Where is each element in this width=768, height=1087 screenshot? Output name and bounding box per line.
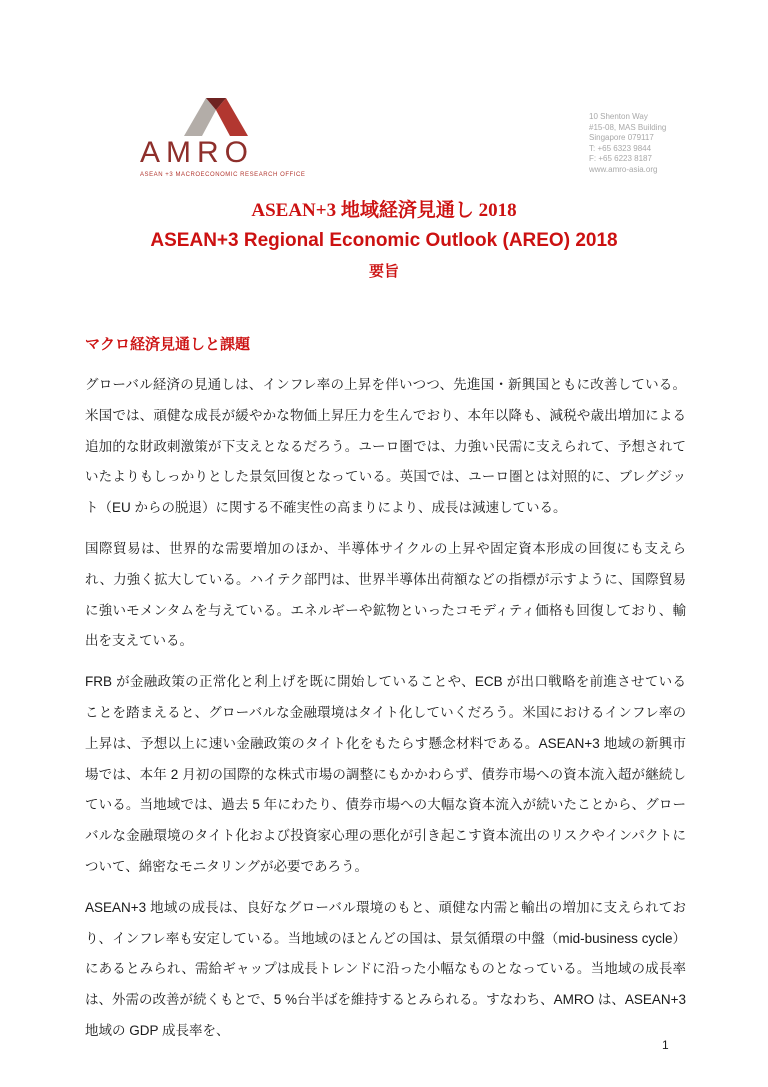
amro-chevron-icon xyxy=(182,98,250,136)
title-subtitle: 要旨 xyxy=(368,263,399,280)
body-paragraph: 国際貿易は、世界的な需要増加のほか、半導体サイクルの上昇や固定資本形成の回復にも支えられ、力強く拡大している。ハイテク部門は、世界半導体出荷額などの指標が示すように、国際貿易に強いモメンタムを与えている。エネルギーや鉱物といったコモディティ価格も回復しており、輸出を支えている。 xyxy=(85,540,686,649)
title-english: ASEAN+3 Regional Economic Outlook (AREO) 2018 xyxy=(150,230,618,251)
page-number: 1 xyxy=(662,1038,669,1052)
logo-tagline: ASEAN +3 MACROECONOMIC RESEARCH OFFICE xyxy=(140,172,306,178)
address-line: F: +65 6223 8187 xyxy=(589,154,652,163)
address-line: T: +65 6323 9844 xyxy=(589,143,652,153)
letterhead-address xyxy=(589,112,666,175)
document-title-block xyxy=(0,198,768,287)
logo-wordmark: AMRO xyxy=(140,136,254,169)
section-heading: マクロ経済見通しと課題 xyxy=(85,336,251,353)
title-japanese: ASEAN+3 地域経済見通し 2018 xyxy=(251,200,517,221)
body-paragraph: グローバル経済の見通しは、インフレ率の上昇を伴いつつ、先進国・新興国ともに改善している。米国では、頑健な成長が緩やかな物価上昇圧力を生んでおり、本年以降も、減税や歳出増加による追加的な財政刺激策が下支えとなるだろう。ユーロ圏では、力強い民需に支えられて、予想されていたよりもしっかりとした景気回復となっている。英国では、ユーロ圏とは対照的に、ブレグジット（EU からの脱退）に関する不確実性の高まりにより、成長は減速している。 xyxy=(85,377,686,516)
address-line: #15-08, MAS Building xyxy=(589,122,667,132)
address-line: Singapore 079117 xyxy=(589,133,654,142)
amro-logo xyxy=(140,98,310,178)
address-website: www.amro-asia.org xyxy=(589,164,658,174)
body-text xyxy=(85,370,686,1057)
body-paragraph: ASEAN+3 地域の成長は、良好なグローバル環境のもと、頑健な内需と輸出の増加に支えられており、インフレ率も安定している。当地域のほとんどの国は、景気循環の中盤（mid-business cycle）にあるとみられ、需給ギャップは成長トレンドに沿った小幅なものとなっている。当地域の成長率は、外需の改善が続くもとで、5 %台半ばを維持するとみられる。すなわち、AMRO は、ASEAN+3 地域の GDP 成長率を、 xyxy=(85,899,686,1038)
address-line: 10 Shenton Way xyxy=(589,112,648,121)
body-paragraph: FRB が金融政策の正常化と利上げを既に開始していることや、ECB が出口戦略を前進させていることを踏まえると、グローバルな金融環境はタイト化していくだろう。米国におけるインフレ率の上昇は、予想以上に速い金融政策のタイト化をもたらす懸念材料である。ASEAN+3 地域の新興市場では、本年 2 月初の国際的な株式市場の調整にもかかわらず、債券市場への資本流入超が継続している。当地域では、過去 5 年にわたり、債券市場への大幅な資本流入が続いたことから、グローバルな金融環境のタイト化および投資家心理の悪化が引き起こす資本流出のリスクやインパクトについて、綿密なモニタリングが必要であろう。 xyxy=(85,674,686,874)
